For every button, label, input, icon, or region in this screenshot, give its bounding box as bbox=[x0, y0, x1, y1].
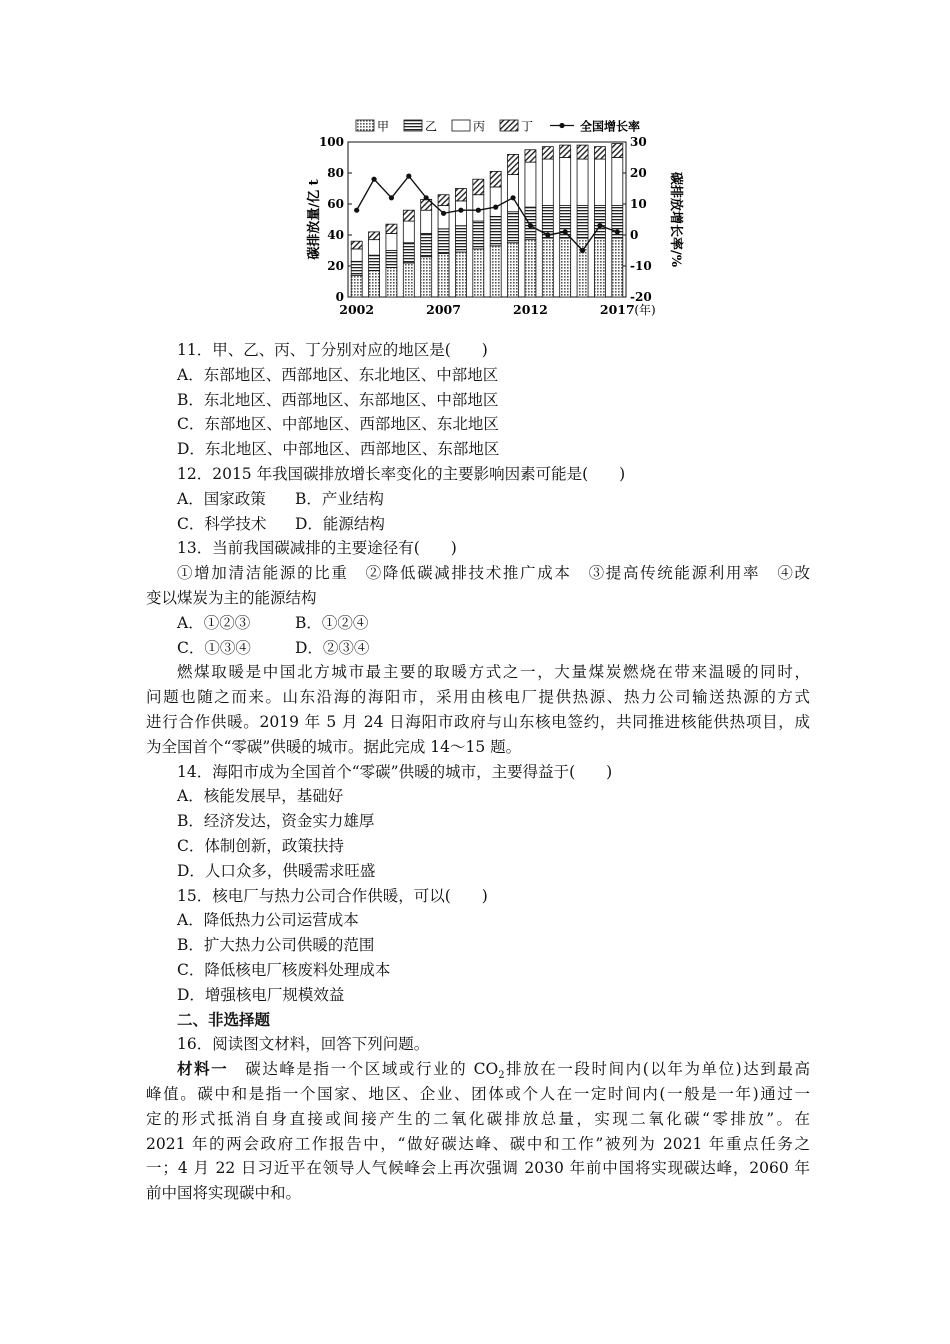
q16-material-line-4: 2021 年的两会政府工作报告中，“做好碳达峰、碳中和工作”被列为 2021 年重点任务之 bbox=[146, 1134, 810, 1153]
y-tick-label: 80 bbox=[327, 166, 344, 180]
legend-label-乙: 乙 bbox=[425, 119, 438, 134]
material-text-b: 排放在一段时间内(以年为单位)达到最高 bbox=[504, 1060, 810, 1079]
growth-rate-point-2016 bbox=[597, 223, 602, 228]
bar-segment-丙-2016 bbox=[594, 159, 605, 206]
bar-segment-甲-2011 bbox=[508, 243, 519, 297]
bar-segment-乙-2008 bbox=[455, 226, 466, 252]
bar-segment-乙-2016 bbox=[594, 206, 605, 239]
bar-segment-丁-2011 bbox=[508, 154, 519, 174]
legend-swatch-乙 bbox=[404, 120, 422, 131]
bar-segment-丙-2010 bbox=[490, 187, 501, 216]
bar-segment-丙-2017 bbox=[612, 158, 623, 206]
bar-segment-甲-2002 bbox=[351, 275, 362, 297]
growth-rate-point-2017 bbox=[615, 229, 620, 234]
passage-line-1: 燃煤取暖是中国北方城市最主要的取暖方式之一，大量煤炭燃烧在带来温暖的同时， bbox=[177, 663, 810, 682]
material-text-a: 碳达峰是指一个区域或行业的 CO bbox=[228, 1060, 499, 1079]
q15-option-c: C．降低核电厂核废料处理成本 bbox=[177, 960, 391, 979]
q13-options-ab bbox=[146, 611, 810, 636]
q11-option-c: C．东部地区、中部地区、西部地区、东北地区 bbox=[177, 415, 499, 434]
growth-rate-point-2012 bbox=[528, 223, 533, 228]
bar-segment-甲-2013 bbox=[542, 238, 553, 297]
y-right-tick-label: 30 bbox=[630, 135, 647, 149]
bar-segment-甲-2006 bbox=[421, 257, 432, 297]
bar-segment-乙-2004 bbox=[386, 251, 397, 268]
bar-segment-甲-2009 bbox=[473, 249, 484, 297]
bar-segment-丁-2014 bbox=[560, 145, 571, 157]
q13-option-c: C．①③④ bbox=[177, 638, 251, 657]
bar-segment-乙-2002 bbox=[351, 261, 362, 275]
y-tick-label: 0 bbox=[335, 290, 344, 304]
growth-rate-point-2009 bbox=[476, 208, 481, 213]
y-right-axis-title: 碳排放增长率/% bbox=[668, 171, 683, 268]
chart-legend bbox=[356, 119, 640, 134]
q13-option-d: D．②③④ bbox=[295, 638, 370, 657]
passage-line-4: 为全国首个“零碳”供暖的城市。据此完成 14～15 题。 bbox=[146, 737, 522, 756]
q13-option-b: B．①②④ bbox=[295, 613, 369, 632]
bar-segment-甲-2017 bbox=[612, 238, 623, 297]
y-tick-label: 40 bbox=[327, 228, 344, 242]
bar-segment-丁-2002 bbox=[351, 241, 362, 249]
q13-option-a: A．①②③ bbox=[177, 613, 251, 632]
bar-segment-乙-2010 bbox=[490, 216, 501, 245]
q13-options-cd bbox=[146, 636, 810, 661]
q11-option-b: B．东北地区、西部地区、东部地区、中部地区 bbox=[177, 390, 499, 409]
bar-segment-丙-2011 bbox=[508, 175, 519, 212]
x-tick-label-2007: 2007 bbox=[426, 302, 461, 317]
bar-segment-甲-2016 bbox=[594, 238, 605, 297]
legend-swatch-丙 bbox=[452, 120, 470, 131]
growth-rate-point-2014 bbox=[563, 229, 568, 234]
q15-stem: 15．核电厂与热力公司合作供暖，可以( ) bbox=[177, 886, 488, 905]
bar-segment-甲-2004 bbox=[386, 268, 397, 297]
y-right-tick-label: -20 bbox=[630, 290, 652, 304]
bar-segment-丁-2009 bbox=[473, 179, 484, 195]
x-unit-label: (年) bbox=[634, 303, 656, 317]
bar-segment-乙-2006 bbox=[421, 233, 432, 256]
co2-subscript: 2 bbox=[498, 1070, 505, 1082]
bar-segment-丁-2012 bbox=[525, 150, 536, 162]
q15-option-d: D．增强核电厂规模效益 bbox=[177, 985, 345, 1004]
y-tick-label: 60 bbox=[327, 197, 344, 211]
bar-segment-丁-2016 bbox=[594, 147, 605, 159]
growth-rate-point-2011 bbox=[510, 195, 515, 200]
legend-label-甲: 甲 bbox=[377, 119, 390, 134]
q16-material-line-6: 前中国将实现碳中和。 bbox=[146, 1184, 302, 1203]
q12-option-c: C．科学技术 bbox=[177, 514, 267, 533]
bar-segment-甲-2008 bbox=[455, 252, 466, 297]
growth-rate-point-2013 bbox=[545, 232, 550, 237]
bar-segment-丁-2008 bbox=[455, 189, 466, 201]
y-tick-label: 100 bbox=[318, 135, 344, 149]
q12-option-b: B．产业结构 bbox=[295, 489, 384, 508]
chart-bars bbox=[351, 144, 623, 297]
q13-items-line1: ①增加清洁能源的比重 ②降低碳减排技术推广成本 ③提高传统能源利用率 ④改 bbox=[177, 564, 810, 583]
y-tick-label: 20 bbox=[327, 259, 344, 273]
q12-options-ab bbox=[146, 487, 810, 512]
growth-rate-point-2004 bbox=[389, 195, 394, 200]
bar-segment-丙-2012 bbox=[525, 162, 536, 207]
q16-material-line-1 bbox=[146, 1057, 810, 1082]
legend-label-全国增长率: 全国增长率 bbox=[580, 119, 641, 134]
q14-option-c: C．体制创新，政策扶持 bbox=[177, 836, 344, 855]
growth-rate-point-2007 bbox=[441, 211, 446, 216]
q11-stem: 11．甲、乙、丙、丁分别对应的地区是( ) bbox=[177, 341, 488, 359]
bar-segment-甲-2005 bbox=[403, 263, 414, 297]
bar-segment-丙-2008 bbox=[455, 201, 466, 226]
legend-swatch-甲 bbox=[356, 120, 374, 131]
bar-segment-丙-2002 bbox=[351, 249, 362, 261]
q14-option-b: B．经济发达，资金实力雄厚 bbox=[177, 812, 375, 831]
y-right-tick-label: -10 bbox=[630, 259, 652, 273]
q12-options-cd bbox=[146, 512, 810, 537]
q11-option-d: D．东北地区、中部地区、西部地区、东部地区 bbox=[177, 440, 500, 459]
y-axis-title: 碳排放量/亿 t bbox=[307, 179, 322, 260]
bar-segment-乙-2009 bbox=[473, 221, 484, 249]
x-tick-label-2002: 2002 bbox=[339, 302, 375, 317]
bar-segment-丁-2007 bbox=[438, 195, 449, 206]
bar-segment-丙-2006 bbox=[421, 210, 432, 233]
bar-segment-乙-2007 bbox=[438, 229, 449, 254]
bar-segment-丁-2010 bbox=[490, 171, 501, 187]
growth-rate-point-2003 bbox=[371, 177, 376, 182]
q13-stem: 13．当前我国碳减排的主要途径有( ) bbox=[177, 539, 457, 558]
bar-segment-丁-2017 bbox=[612, 144, 623, 158]
passage-line-3: 进行合作供暖。2019 年 5 月 24 日海阳市政府与山东核电签约，共同推进核能供热项目，成 bbox=[146, 712, 810, 731]
legend-swatch-丁 bbox=[500, 120, 518, 131]
q13-items-line2: 变以煤炭为主的能源结构 bbox=[146, 588, 317, 607]
bar-segment-丁-2013 bbox=[542, 147, 553, 159]
passage-line-2: 问题也随之而来。山东沿海的海阳市，采用由核电厂提供热源、热力公司输送热源的方式 bbox=[146, 688, 810, 707]
legend-label-丙: 丙 bbox=[473, 119, 486, 134]
growth-rate-point-2008 bbox=[458, 208, 463, 213]
growth-rate-point-2002 bbox=[354, 208, 359, 213]
y-right-tick-label: 20 bbox=[630, 166, 647, 180]
y-right-tick-label: 0 bbox=[630, 228, 639, 242]
bar-segment-甲-2007 bbox=[438, 254, 449, 297]
document-body bbox=[146, 338, 810, 1206]
bar-segment-乙-2003 bbox=[369, 255, 380, 271]
bar-segment-丙-2014 bbox=[560, 158, 571, 206]
y-right-tick-label: 10 bbox=[630, 197, 647, 211]
q16-material-line-3: 定的形式抵消自身直接或间接产生的二氧化碳排放总量，实现二氧化碳“零排放”。在 bbox=[146, 1109, 810, 1128]
q16-material-line-5: 一；4 月 22 日习近平在领导人气候峰会上再次强调 2030 年前中国将实现碳达峰，2060 年 bbox=[146, 1159, 810, 1178]
x-tick-label-2012: 2012 bbox=[513, 302, 548, 317]
growth-rate-point-2006 bbox=[424, 195, 429, 200]
growth-rate-point-2010 bbox=[493, 205, 498, 210]
q15-option-a: A．降低热力公司运营成本 bbox=[177, 911, 359, 930]
bar-segment-丁-2015 bbox=[577, 145, 588, 159]
q14-option-d: D．人口众多，供暖需求旺盛 bbox=[177, 861, 376, 880]
bar-segment-丙-2013 bbox=[542, 159, 553, 206]
bar-segment-丁-2003 bbox=[369, 232, 380, 240]
bar-segment-乙-2005 bbox=[403, 243, 414, 263]
bar-segment-甲-2012 bbox=[525, 240, 536, 297]
growth-rate-point-2015 bbox=[580, 248, 585, 253]
q14-stem: 14．海阳市成为全国首个“零碳”供暖的城市，主要得益于( ) bbox=[177, 762, 613, 781]
bar-segment-乙-2011 bbox=[508, 212, 519, 243]
bar-segment-乙-2015 bbox=[577, 206, 588, 239]
q11-option-a: A．东部地区、西部地区、东北地区、中部地区 bbox=[177, 365, 499, 384]
bar-segment-甲-2003 bbox=[369, 271, 380, 297]
q16-material-line-2: 峰值。碳中和是指一个国家、地区、企业、团体或个人在一定时间内(一般是一年)通过一 bbox=[146, 1084, 810, 1103]
material-label: 材料一 bbox=[177, 1059, 229, 1079]
section-heading-nonchoice: 二、非选择题 bbox=[177, 1009, 271, 1029]
bar-segment-甲-2014 bbox=[560, 238, 571, 297]
q14-option-a: A．核能发展早，基础好 bbox=[177, 787, 344, 806]
bar-segment-丙-2005 bbox=[403, 221, 414, 243]
q15-option-b: B．扩大热力公司供暖的范围 bbox=[177, 936, 375, 955]
legend-label-丁: 丁 bbox=[521, 119, 534, 134]
bar-segment-丁-2005 bbox=[403, 210, 414, 221]
bar-segment-甲-2010 bbox=[490, 246, 501, 297]
bar-segment-丁-2004 bbox=[386, 224, 397, 233]
q16-stem: 16．阅读图文材料，回答下列问题。 bbox=[177, 1035, 430, 1054]
bar-segment-丙-2015 bbox=[577, 159, 588, 206]
legend-line-point bbox=[559, 123, 564, 128]
q12-option-d: D．能源结构 bbox=[295, 514, 385, 533]
q12-stem: 12．2015 年我国碳排放增长率变化的主要影响因素可能是( ) bbox=[177, 464, 626, 483]
bar-segment-丙-2004 bbox=[386, 233, 397, 250]
growth-rate-point-2005 bbox=[406, 174, 411, 179]
x-tick-label-2017: 2017 bbox=[599, 302, 635, 317]
q12-option-a: A．国家政策 bbox=[177, 489, 266, 508]
bar-segment-丙-2003 bbox=[369, 240, 380, 256]
carbon-emission-chart bbox=[300, 108, 700, 323]
